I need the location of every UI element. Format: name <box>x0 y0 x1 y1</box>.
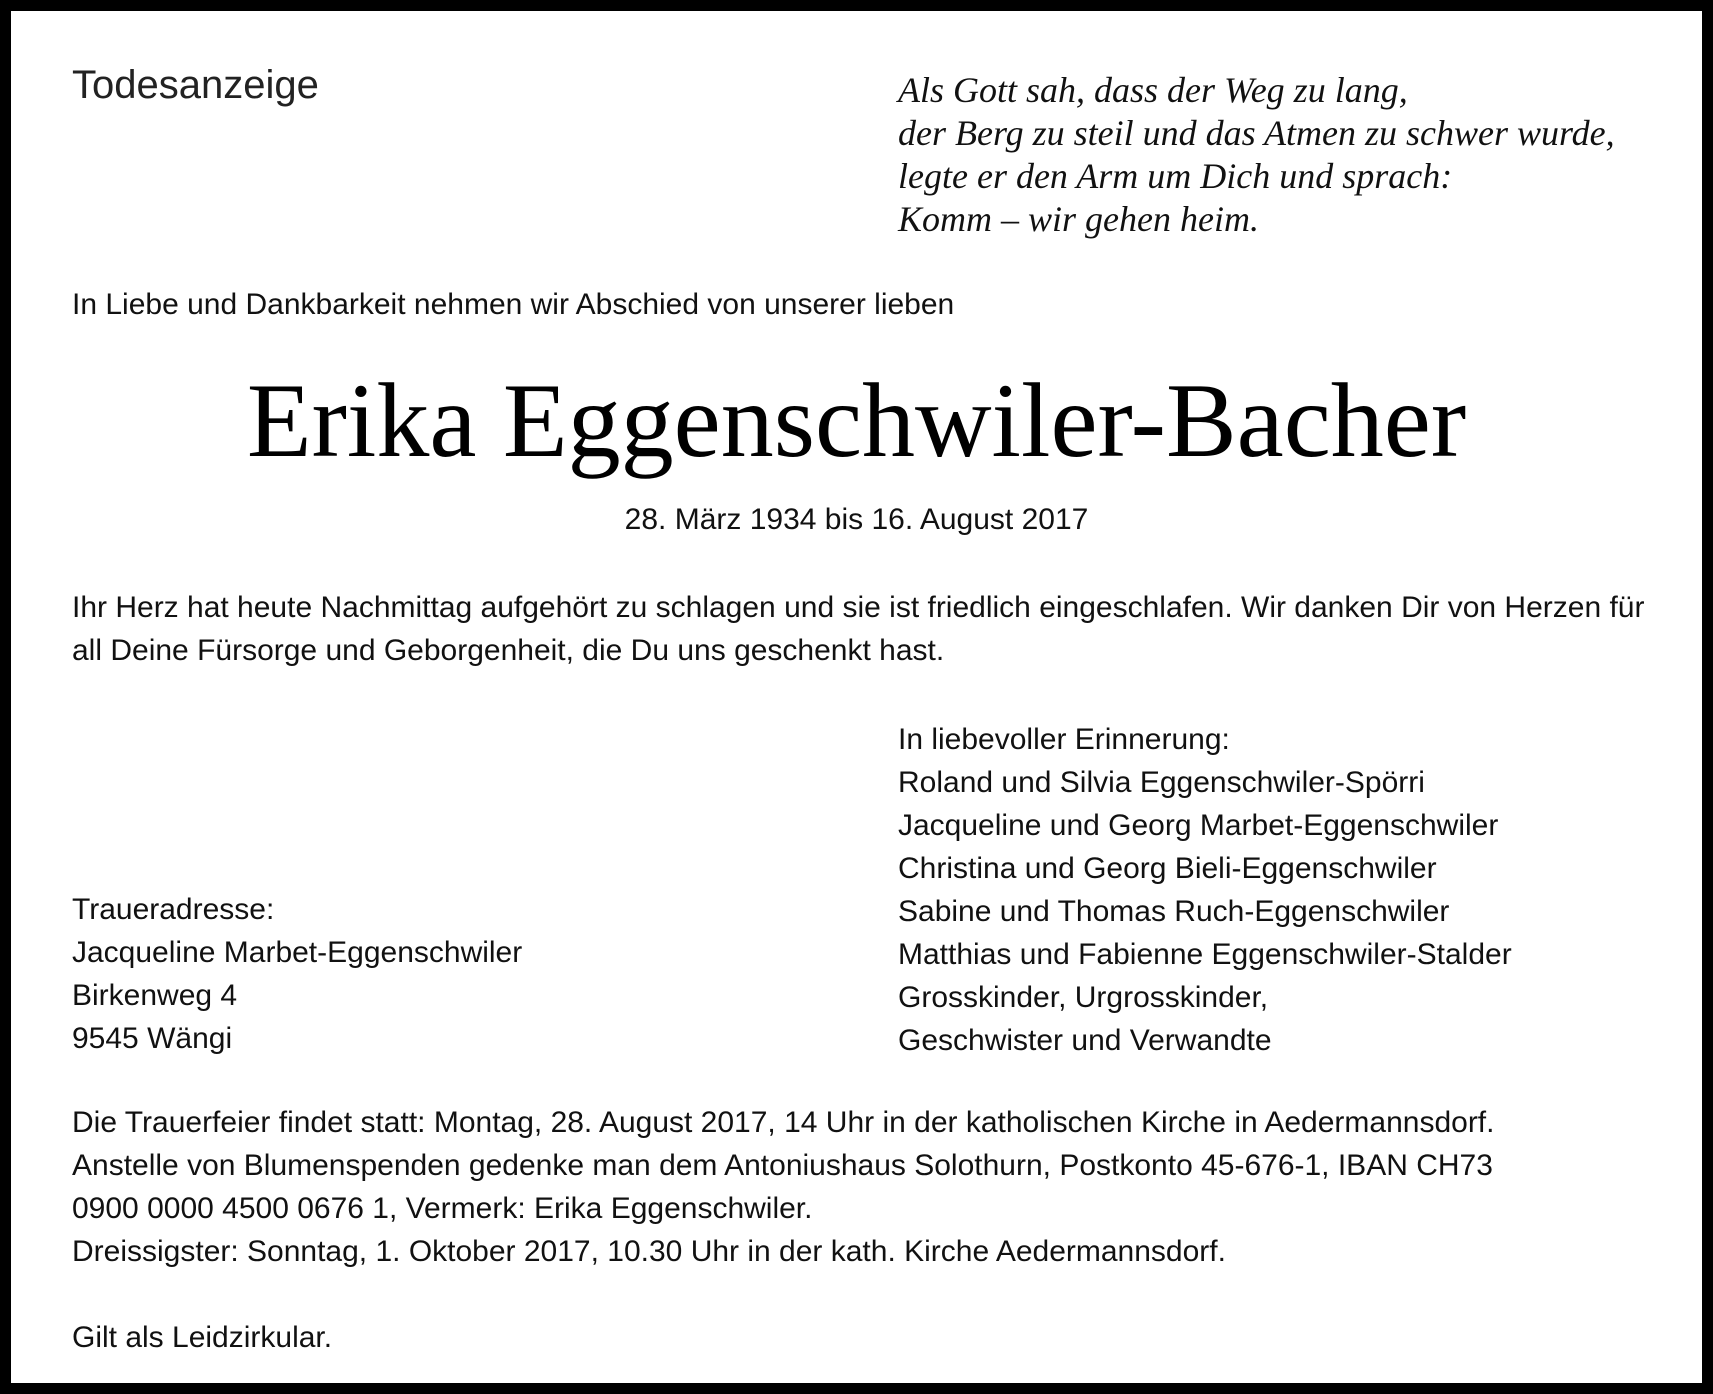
intro-text: In Liebe und Dankbarkeit nehmen wir Abschied von unserer lieben <box>72 288 955 321</box>
address-line: Jacqueline Marbet-Eggenschwiler <box>72 936 523 969</box>
service-line: Die Trauerfeier findet statt: Montag, 28. August 2017, 14 Uhr in der katholischen Kirche in Aedermannsdorf. <box>72 1106 1495 1139</box>
closing-note: Gilt als Leidzirkular. <box>72 1321 333 1354</box>
address-heading: Traueradresse: <box>72 893 275 926</box>
service-line: Anstelle von Blumenspenden gedenke man dem Antoniushaus Solothurn, Postkonto 45-676-1, IBAN CH73 <box>72 1149 1493 1182</box>
mourner-line: Matthias und Fabienne Eggenschwiler-Stalder <box>898 938 1512 971</box>
verse-line: Als Gott sah, dass der Weg zu lang, <box>898 70 1408 110</box>
address-line: 9545 Wängi <box>72 1022 233 1055</box>
verse-line: legte er den Arm um Dich und sprach: <box>898 156 1453 196</box>
mourner-line: Roland und Silvia Eggenschwiler-Spörri <box>898 766 1425 799</box>
notice-type-label: Todesanzeige <box>72 63 319 107</box>
life-dates: 28. März 1934 bis 16. August 2017 <box>624 503 1089 536</box>
address-line: Birkenweg 4 <box>72 979 238 1012</box>
deceased-name: Erika Eggenschwiler-Bacher <box>246 362 1467 479</box>
mourner-line: Christina und Georg Bieli-Eggenschwiler <box>898 852 1437 885</box>
mourner-line: Sabine und Thomas Ruch-Eggenschwiler <box>898 895 1450 928</box>
service-details <box>72 1101 1494 1273</box>
mourners-heading: In liebevoller Erinnerung: <box>898 723 1230 756</box>
mourning-address <box>72 888 522 1060</box>
verse <box>898 69 1615 241</box>
verse-line: der Berg zu steil und das Atmen zu schwer wurde, <box>898 113 1615 153</box>
mourner-line: Jacqueline und Georg Marbet-Eggenschwiler <box>898 809 1499 842</box>
mourner-line: Geschwister und Verwandte <box>898 1024 1272 1057</box>
service-line: 0900 0000 4500 0676 1, Vermerk: Erika Eggenschwiler. <box>72 1192 813 1225</box>
service-line: Dreissigster: Sonntag, 1. Oktober 2017, 10.30 Uhr in der kath. Kirche Aedermannsdorf. <box>72 1235 1226 1268</box>
mourners-list <box>898 718 1512 1062</box>
verse-line: Komm – wir gehen heim. <box>898 199 1259 239</box>
farewell-message: Ihr Herz hat heute Nachmittag aufgehört zu schlagen und sie ist friedlich eingeschlafen. Wir danken Dir von Herzen für all Deine Fürsorge und Geborgenheit, die Du uns geschenkt hast. <box>72 591 1645 667</box>
mourner-line: Grosskinder, Urgrosskinder, <box>898 981 1269 1014</box>
